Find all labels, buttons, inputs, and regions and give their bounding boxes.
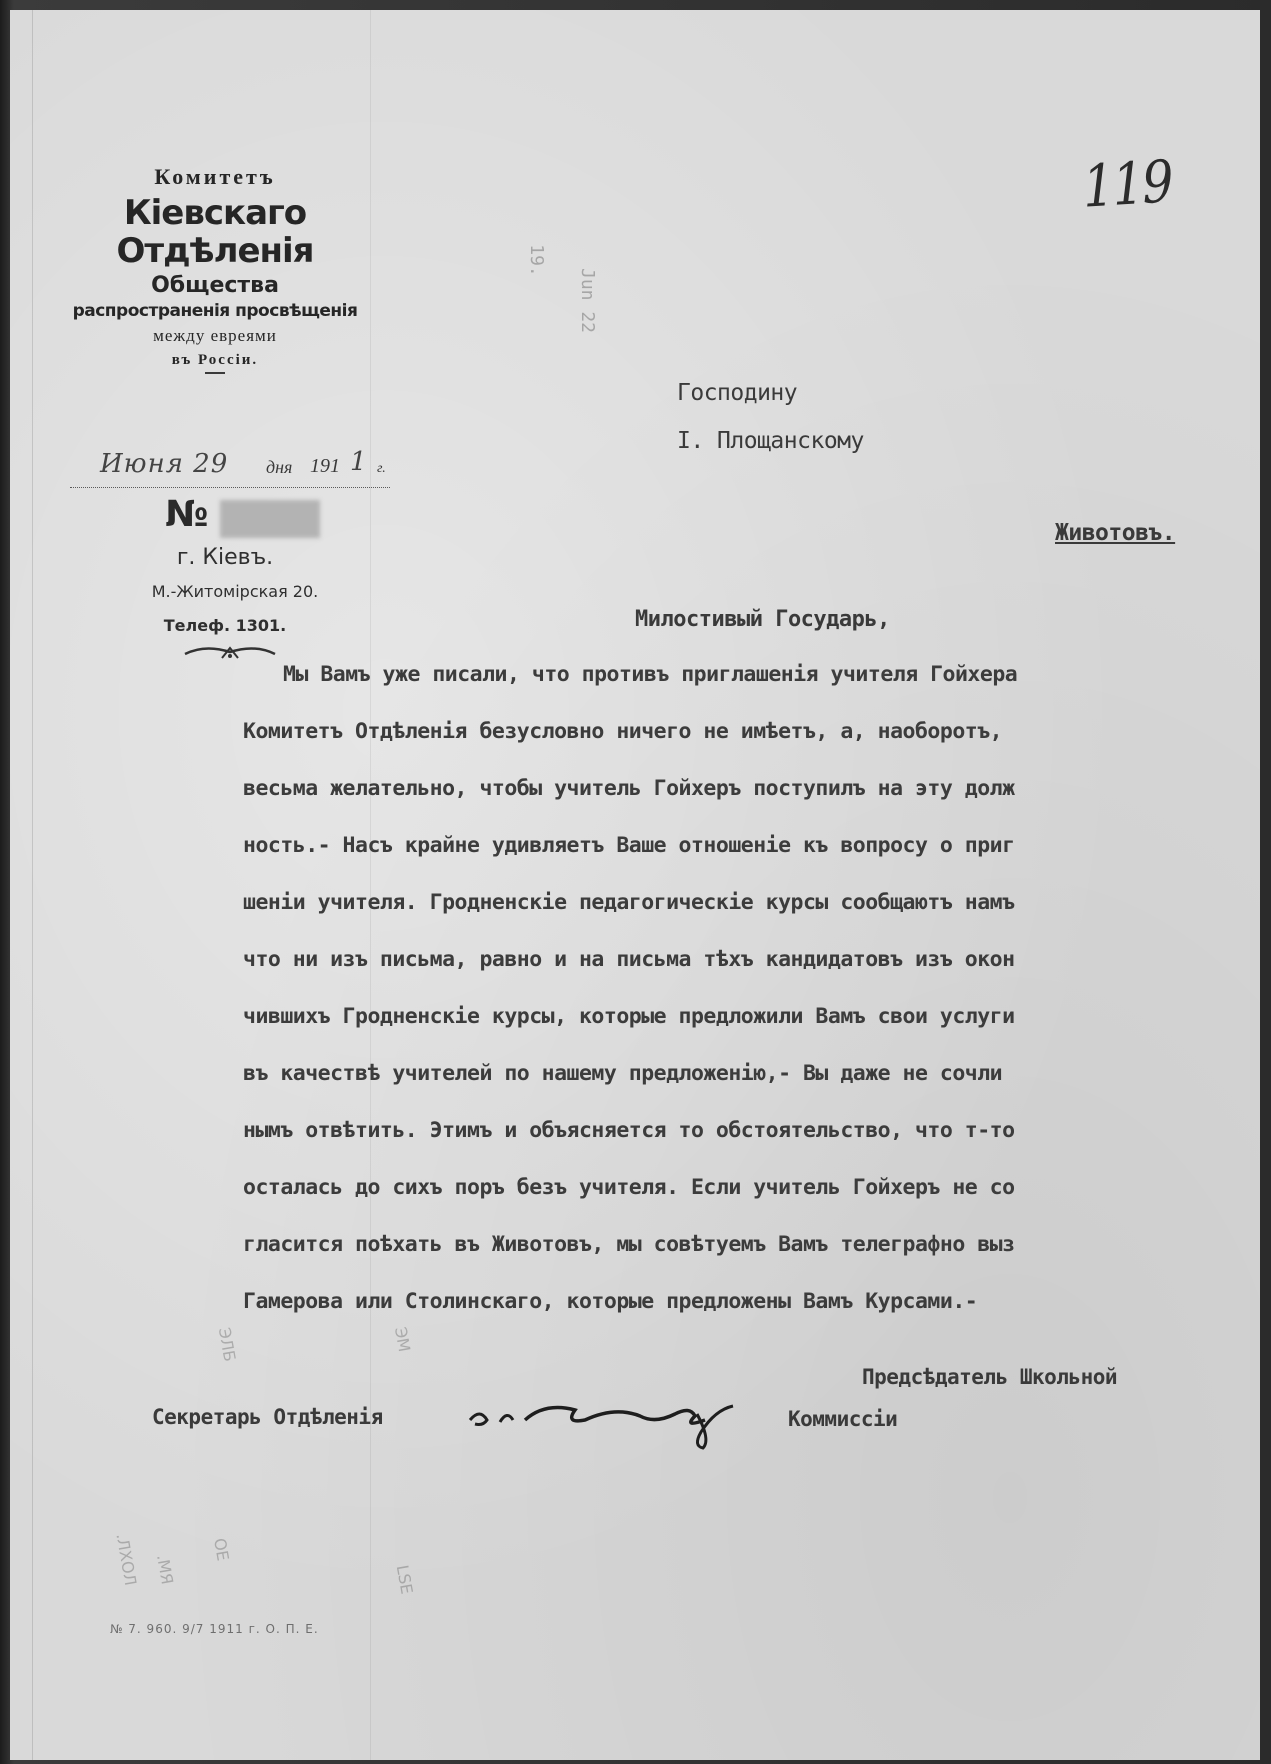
recipient-place: Животовъ. xyxy=(1055,520,1176,546)
body-line: весьма желательно, чтобы учитель Гойхеръ поступилъ на эту долж xyxy=(243,776,1015,801)
body-line: осталась до сихъ поръ безъ учителя. Если учитель Гойхеръ не со xyxy=(243,1175,1015,1200)
bleed-through-mark: Jun 22 xyxy=(577,267,599,334)
date-handwritten: Июня 29 xyxy=(100,449,229,479)
recipient-name: I. Площанскому xyxy=(677,428,864,454)
date-line xyxy=(70,447,390,488)
bleed-through-mark: .ЛХОЛ xyxy=(112,1531,141,1588)
document-page xyxy=(10,10,1260,1760)
recipient-title: Господину xyxy=(677,380,798,406)
printer-footer: № 7. 960. 9/7 1911 г. О. П. Е. xyxy=(110,1622,319,1636)
letterhead-society: Общества xyxy=(151,272,279,298)
letterhead-among: между евреями xyxy=(153,325,277,345)
letter-body xyxy=(243,660,1253,1344)
letterhead-spreading: распространенія просвѣщенія xyxy=(72,301,358,322)
handwritten-signature xyxy=(465,1380,765,1450)
letterhead-divider xyxy=(205,372,225,374)
body-line: ность.- Насъ крайне удивляетъ Ваше отношеніе къ вопросу о приг xyxy=(243,833,1015,858)
salutation: Милостивый Государь, xyxy=(635,607,890,632)
bleed-through-mark: .МЯ xyxy=(153,1553,177,1586)
letterhead-city: г. Кіевъ. xyxy=(176,545,274,570)
letterhead-committee: Комитетъ xyxy=(154,164,276,189)
date-suffix: г. xyxy=(377,461,386,476)
letterhead-russia: въ Россіи. xyxy=(171,351,259,368)
body-line: въ качествѣ учителей по нашему предложенію,- Вы даже не сочли xyxy=(243,1061,1003,1086)
body-line: гласится поѣхать въ Животовъ, мы совѣтуемъ Вамъ телеграфно выз xyxy=(243,1232,1015,1257)
chairman-commission: Коммиссіи xyxy=(788,1407,898,1431)
bleed-through-mark: ОЕ xyxy=(210,1536,233,1563)
date-year-handwritten: 1 xyxy=(350,447,367,477)
letterhead-branch: Кіевскаго Отдѣленія xyxy=(116,193,314,271)
body-line: чившихъ Гродненскіе курсы, которые предложили Вамъ свои услуги xyxy=(243,1004,1015,1029)
bleed-through-mark: ЭЛБ xyxy=(214,1326,240,1363)
body-line: Мы Вамъ уже писали, что противъ приглашенія учителя Гойхера xyxy=(283,662,1018,687)
body-line: шеніи учителя. Гродненскіе педагогическіе курсы сообщаютъ намъ xyxy=(243,890,1015,915)
chairman-title: Предсѣдатель Школьной xyxy=(862,1365,1118,1389)
letterhead xyxy=(50,165,380,374)
body-line: нымъ отвѣтить. Этимъ и объясняется то обстоятельство, что т-то xyxy=(243,1118,1015,1143)
body-line: Гамерова или Столинскаго, которые предложены Вамъ Курсами.- xyxy=(243,1289,978,1314)
date-year-printed: 191 xyxy=(310,455,340,477)
bleed-through-mark: LSE xyxy=(392,1563,417,1596)
letterhead-street: М.-Житомірская 20. xyxy=(151,582,319,601)
number-sign: № xyxy=(165,494,209,535)
bleed-through-mark: ЭМ xyxy=(390,1325,415,1354)
body-line: что ни изъ письма, равно и на письма тѣхъ кандидатовъ изъ окон xyxy=(243,947,1015,972)
scan-fold-line xyxy=(32,10,33,1760)
redacted-number xyxy=(220,500,320,538)
secretary-label: Секретарь Отдѣленія xyxy=(152,1405,383,1429)
page-number: 119 xyxy=(1081,147,1174,221)
document-number xyxy=(165,494,208,540)
letterhead-phone: Телеф. 1301. xyxy=(163,616,287,635)
bleed-through-mark: 19. xyxy=(525,244,547,277)
body-line: Комитетъ Отдѣленія безусловно ничего не имѣетъ, а, наоборотъ, xyxy=(243,719,1003,744)
date-day-label: дня xyxy=(266,457,293,477)
